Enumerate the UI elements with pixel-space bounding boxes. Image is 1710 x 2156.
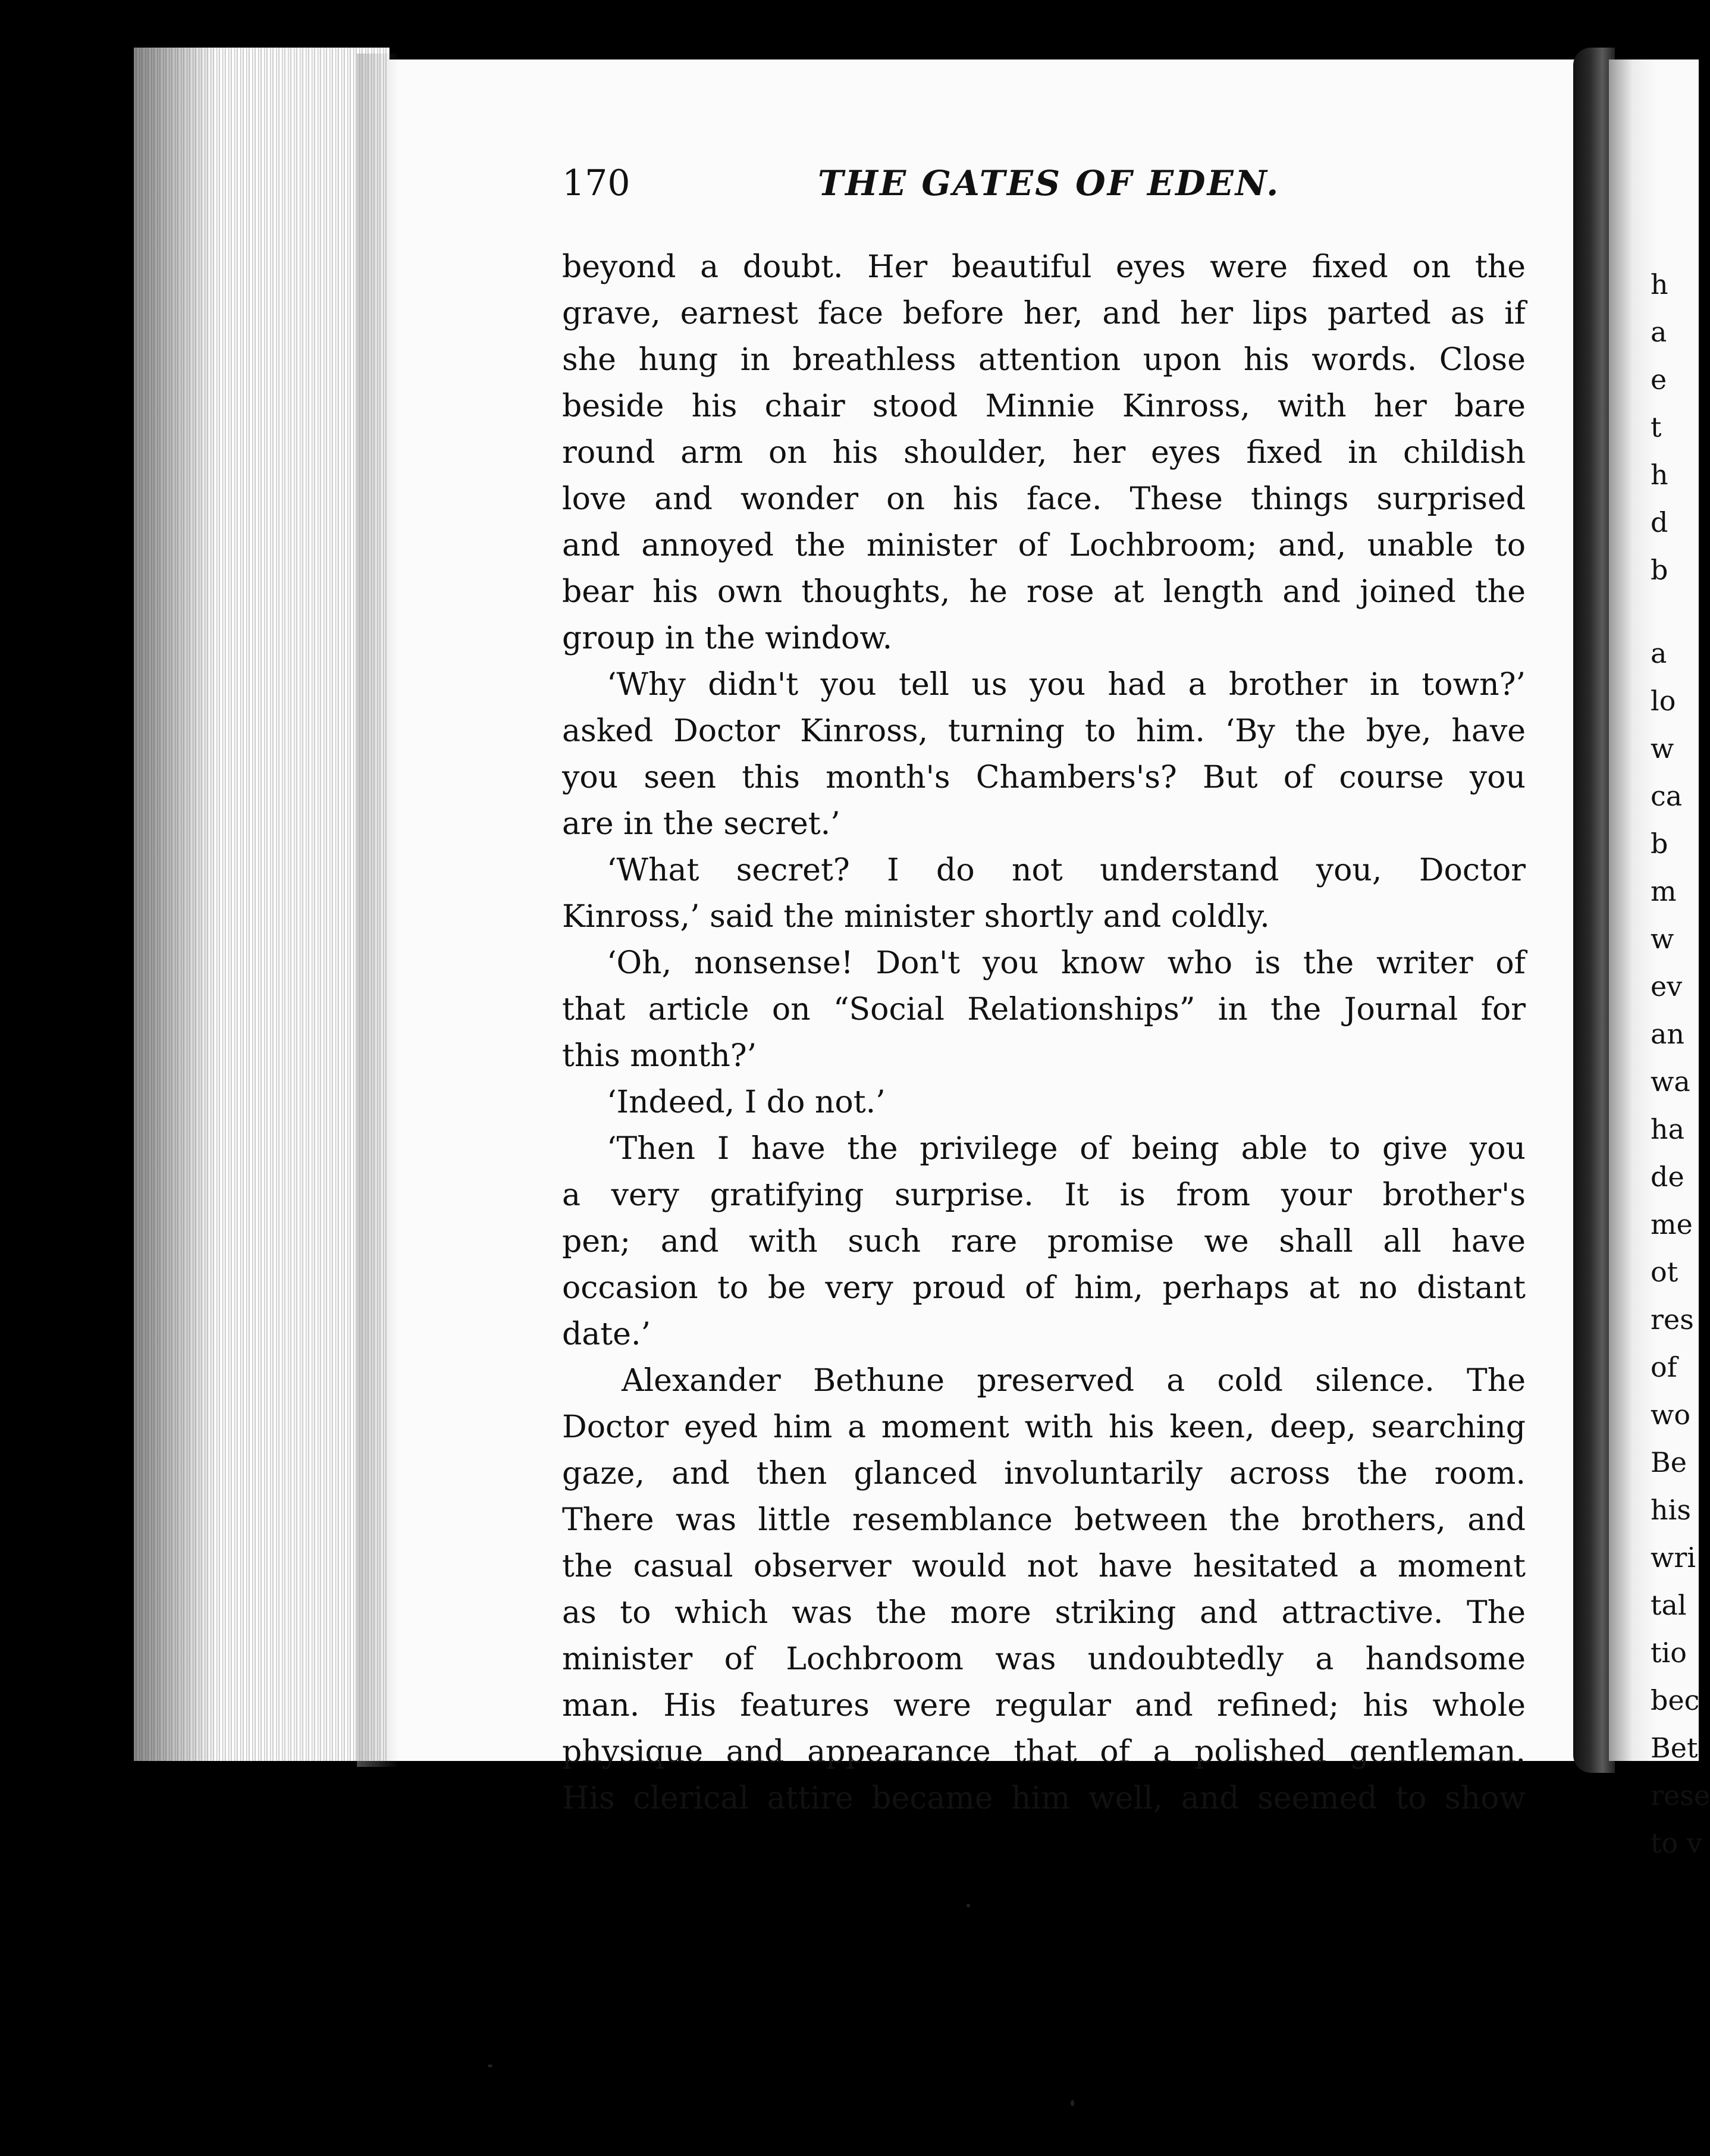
- running-title: THE GATES OF EDEN.: [818, 163, 1281, 203]
- text-line: pen; and with such rare promise we shall all have: [562, 1224, 1526, 1259]
- text-line: beside his chair stood Minnie Kinross, with her bare: [562, 388, 1526, 424]
- text-line: Alexander Bethune preserved a cold silence. The: [622, 1363, 1526, 1399]
- facing-fragment: Bet: [1651, 1732, 1698, 1764]
- facing-fragment: bec: [1651, 1684, 1700, 1716]
- text-line: ‘Indeed, I do not.’: [607, 1085, 886, 1120]
- text-line: occasion to be very proud of him, perhaps at no distant: [562, 1270, 1526, 1306]
- text-line: physique and appearance that of a polished gentleman.: [562, 1734, 1526, 1770]
- facing-fragment: w: [1651, 732, 1674, 764]
- text-line: that article on “Social Relationships” in the Journal for: [562, 992, 1526, 1027]
- text-line: man. His features were regular and refined; his whole: [562, 1688, 1526, 1723]
- facing-fragment: a: [1651, 316, 1667, 348]
- page-header: [562, 159, 1294, 207]
- text-line: a very gratifying surprise. It is from your brother's: [562, 1177, 1526, 1213]
- facing-fragment: lo: [1651, 685, 1676, 717]
- facing-fragment: wa: [1651, 1066, 1690, 1098]
- text-line: bear his own thoughts, he rose at length and joined the: [562, 574, 1526, 610]
- text-line: this month?’: [562, 1038, 757, 1074]
- text-line: gaze, and then glanced involuntarily across the room.: [562, 1456, 1526, 1491]
- facing-fragment: res: [1651, 1303, 1694, 1336]
- facing-fragment: e: [1651, 363, 1667, 396]
- text-line: the casual observer would not have hesitated a moment: [562, 1549, 1526, 1584]
- facing-page: [1609, 59, 1710, 1859]
- text-line: beyond a doubt. Her beautiful eyes were fixed on the: [562, 249, 1526, 285]
- scan-speck: [488, 2064, 492, 2067]
- text-line: Doctor eyed him a moment with his keen, deep, searching: [562, 1409, 1526, 1445]
- page-edges-shadow: [134, 48, 217, 1761]
- text-line: Kinross,’ said the minister shortly and coldly.: [562, 899, 1270, 935]
- facing-fragment: wri: [1651, 1541, 1696, 1574]
- text-line: minister of Lochbroom was undoubtedly a handsome: [562, 1641, 1526, 1677]
- gutter-shadow: [357, 54, 399, 1767]
- facing-fragment: his: [1651, 1494, 1691, 1526]
- facing-fragment: ca: [1651, 780, 1683, 812]
- facing-fragment: to v: [1651, 1827, 1702, 1859]
- facing-fragment: b: [1651, 828, 1668, 860]
- text-line: ‘What secret? I do not understand you, Doctor: [607, 853, 1526, 888]
- facing-fragment: m: [1651, 875, 1677, 907]
- text-line: date.’: [562, 1317, 651, 1352]
- text-line: are in the secret.’: [562, 806, 840, 842]
- facing-fragment: w: [1651, 923, 1674, 955]
- text-line: love and wonder on his face. These things surprised: [562, 481, 1526, 517]
- text-line: round arm on his shoulder, her eyes fixed in childish: [562, 435, 1526, 471]
- text-line: ‘Oh, nonsense! Don't you know who is the writer of: [607, 945, 1526, 981]
- facing-fragment: of: [1651, 1351, 1677, 1383]
- facing-fragment: ot: [1651, 1256, 1678, 1288]
- text-line: as to which was the more striking and attractive. The: [562, 1595, 1526, 1631]
- facing-fragment: Be: [1651, 1446, 1687, 1478]
- body-text: [562, 244, 1526, 1822]
- scan-speck: [1071, 2100, 1074, 2106]
- facing-fragment: wo: [1651, 1399, 1691, 1431]
- page-number: 170: [562, 162, 630, 204]
- text-line: you seen this month's Chambers's? But of course you: [562, 760, 1526, 795]
- text-line: His clerical attire became him well, and seemed to show: [562, 1781, 1526, 1816]
- text-line: group in the window.: [562, 621, 893, 656]
- facing-fragment: de: [1651, 1161, 1684, 1193]
- text-line: There was little resemblance between the brothers, and: [562, 1502, 1526, 1538]
- text-line: and annoyed the minister of Lochbroom; and, unable to: [562, 528, 1526, 563]
- facing-fragment: ha: [1651, 1113, 1685, 1145]
- facing-fragment: a: [1651, 637, 1667, 669]
- facing-fragment: h: [1651, 268, 1668, 300]
- facing-fragment: me: [1651, 1208, 1693, 1240]
- facing-fragment: rese: [1651, 1779, 1710, 1812]
- text-line: ‘Why didn't you tell us you had a brother in town?’: [607, 667, 1526, 703]
- facing-fragment: an: [1651, 1018, 1685, 1050]
- text-line: grave, earnest face before her, and her lips parted as if: [562, 296, 1526, 331]
- facing-fragment: t: [1651, 411, 1662, 443]
- facing-fragment: tio: [1651, 1637, 1687, 1669]
- scan-speck: [967, 1904, 970, 1907]
- text-line: asked Doctor Kinross, turning to him. ‘By the bye, have: [562, 713, 1526, 749]
- facing-fragment: h: [1651, 459, 1668, 491]
- facing-fragment: ev: [1651, 970, 1683, 1002]
- text-line: ‘Then I have the privilege of being able to give you: [607, 1131, 1526, 1167]
- facing-fragment: tal: [1651, 1589, 1687, 1621]
- text-line: she hung in breathless attention upon his words. Close: [562, 342, 1526, 378]
- facing-fragment: b: [1651, 554, 1668, 586]
- facing-fragment: d: [1651, 506, 1668, 538]
